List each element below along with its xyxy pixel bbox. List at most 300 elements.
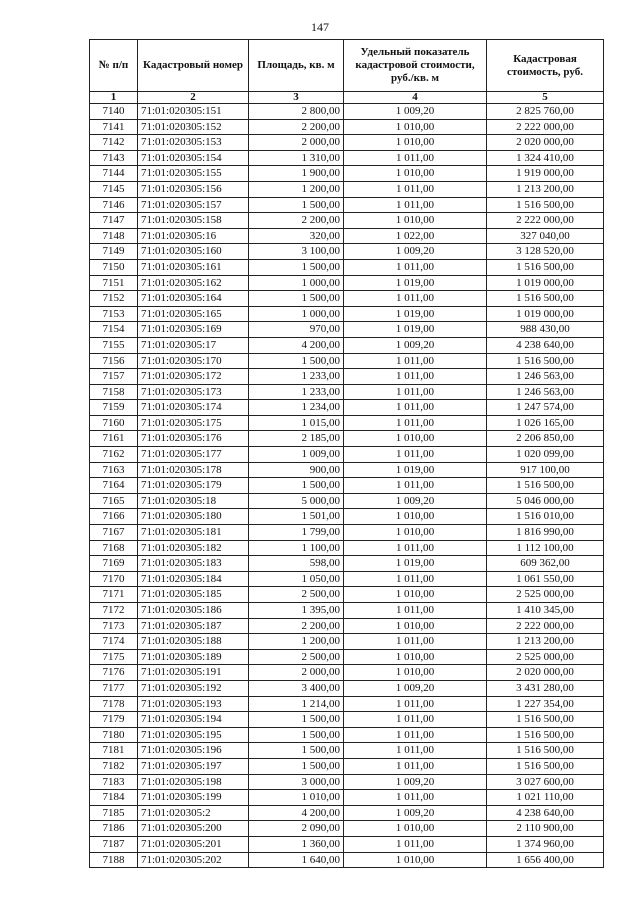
specific-value-cell: 1 011,00 bbox=[344, 634, 487, 650]
area-cell: 2 200,00 bbox=[249, 119, 344, 135]
cadastral-number-cell: 71:01:020305:162 bbox=[138, 275, 249, 291]
cadastral-number-cell: 71:01:020305:179 bbox=[138, 478, 249, 494]
row-number-cell: 7156 bbox=[90, 353, 138, 369]
table-row bbox=[90, 213, 604, 229]
area-cell: 2 000,00 bbox=[249, 135, 344, 151]
table-row bbox=[90, 556, 604, 572]
area-cell: 1 500,00 bbox=[249, 197, 344, 213]
specific-value-cell: 1 010,00 bbox=[344, 587, 487, 603]
cadastral-cost-cell: 1 516 500,00 bbox=[487, 758, 604, 774]
table-row bbox=[90, 306, 604, 322]
cadastral-number-cell: 71:01:020305:170 bbox=[138, 353, 249, 369]
row-number-cell: 7172 bbox=[90, 603, 138, 619]
table-row bbox=[90, 852, 604, 868]
specific-value-cell: 1 011,00 bbox=[344, 603, 487, 619]
cadastral-cost-cell: 1 410 345,00 bbox=[487, 603, 604, 619]
cadastral-cost-cell: 1 816 990,00 bbox=[487, 525, 604, 541]
specific-value-cell: 1 009,20 bbox=[344, 680, 487, 696]
specific-value-cell: 1 009,20 bbox=[344, 774, 487, 790]
specific-value-cell: 1 011,00 bbox=[344, 727, 487, 743]
header-specific-value: Удельный показатель кадастровой стоимости, руб./кв. м bbox=[344, 40, 487, 92]
area-cell: 1 500,00 bbox=[249, 353, 344, 369]
table-row bbox=[90, 415, 604, 431]
specific-value-cell: 1 011,00 bbox=[344, 259, 487, 275]
cadastral-cost-cell: 988 430,00 bbox=[487, 322, 604, 338]
specific-value-cell: 1 011,00 bbox=[344, 353, 487, 369]
cadastral-number-cell: 71:01:020305:177 bbox=[138, 447, 249, 463]
header-row bbox=[90, 40, 604, 92]
specific-value-cell: 1 011,00 bbox=[344, 447, 487, 463]
cadastral-cost-cell: 5 046 000,00 bbox=[487, 493, 604, 509]
cadastral-number-cell: 71:01:020305:154 bbox=[138, 150, 249, 166]
table-row bbox=[90, 119, 604, 135]
table-row bbox=[90, 836, 604, 852]
specific-value-cell: 1 010,00 bbox=[344, 135, 487, 151]
cadastral-cost-cell: 2 525 000,00 bbox=[487, 587, 604, 603]
row-number-cell: 7150 bbox=[90, 259, 138, 275]
table-row bbox=[90, 244, 604, 260]
area-cell: 1 310,00 bbox=[249, 150, 344, 166]
area-cell: 1 500,00 bbox=[249, 291, 344, 307]
specific-value-cell: 1 010,00 bbox=[344, 213, 487, 229]
specific-value-cell: 1 022,00 bbox=[344, 228, 487, 244]
header-number: № п/п bbox=[90, 40, 138, 92]
area-cell: 1 500,00 bbox=[249, 727, 344, 743]
area-cell: 1 233,00 bbox=[249, 384, 344, 400]
cadastral-cost-cell: 1 516 500,00 bbox=[487, 259, 604, 275]
cadastral-cost-cell: 1 516 500,00 bbox=[487, 743, 604, 759]
row-number-cell: 7159 bbox=[90, 400, 138, 416]
cadastral-cost-cell: 1 020 099,00 bbox=[487, 447, 604, 463]
cadastral-cost-cell: 1 516 500,00 bbox=[487, 478, 604, 494]
area-cell: 900,00 bbox=[249, 462, 344, 478]
table-row bbox=[90, 587, 604, 603]
cadastral-number-cell: 71:01:020305:16 bbox=[138, 228, 249, 244]
cadastral-number-cell: 71:01:020305:200 bbox=[138, 821, 249, 837]
specific-value-cell: 1 011,00 bbox=[344, 696, 487, 712]
area-cell: 1 010,00 bbox=[249, 790, 344, 806]
cadastral-number-cell: 71:01:020305:160 bbox=[138, 244, 249, 260]
cadastral-number-cell: 71:01:020305:165 bbox=[138, 306, 249, 322]
cadastral-number-cell: 71:01:020305:158 bbox=[138, 213, 249, 229]
cadastral-number-cell: 71:01:020305:186 bbox=[138, 603, 249, 619]
page-number: 147 bbox=[311, 20, 329, 34]
cadastral-cost-cell: 1 919 000,00 bbox=[487, 166, 604, 182]
row-number-cell: 7178 bbox=[90, 696, 138, 712]
area-cell: 2 200,00 bbox=[249, 618, 344, 634]
cadastral-number-cell: 71:01:020305:17 bbox=[138, 337, 249, 353]
row-number-cell: 7188 bbox=[90, 852, 138, 868]
cadastral-cost-cell: 1 246 563,00 bbox=[487, 369, 604, 385]
row-number-cell: 7176 bbox=[90, 665, 138, 681]
area-cell: 1 050,00 bbox=[249, 571, 344, 587]
table-row bbox=[90, 649, 604, 665]
area-cell: 2 500,00 bbox=[249, 587, 344, 603]
row-number-cell: 7151 bbox=[90, 275, 138, 291]
cadastral-number-cell: 71:01:020305:184 bbox=[138, 571, 249, 587]
area-cell: 1 200,00 bbox=[249, 634, 344, 650]
table-row bbox=[90, 478, 604, 494]
cadastral-number-cell: 71:01:020305:172 bbox=[138, 369, 249, 385]
table-row bbox=[90, 104, 604, 120]
area-cell: 1 500,00 bbox=[249, 712, 344, 728]
row-number-cell: 7141 bbox=[90, 119, 138, 135]
row-number-cell: 7168 bbox=[90, 540, 138, 556]
column-index: 5 bbox=[487, 92, 604, 104]
cadastral-number-cell: 71:01:020305:182 bbox=[138, 540, 249, 556]
table-row bbox=[90, 805, 604, 821]
row-number-cell: 7183 bbox=[90, 774, 138, 790]
cadastral-cost-cell: 1 374 960,00 bbox=[487, 836, 604, 852]
cadastral-number-cell: 71:01:020305:169 bbox=[138, 322, 249, 338]
table-row bbox=[90, 197, 604, 213]
table-row bbox=[90, 353, 604, 369]
cadastral-cost-cell: 1 026 165,00 bbox=[487, 415, 604, 431]
cadastral-cost-cell: 2 825 760,00 bbox=[487, 104, 604, 120]
cadastral-cost-cell: 1 656 400,00 bbox=[487, 852, 604, 868]
cadastral-number-cell: 71:01:020305:174 bbox=[138, 400, 249, 416]
area-cell: 1 214,00 bbox=[249, 696, 344, 712]
table-row bbox=[90, 322, 604, 338]
specific-value-cell: 1 010,00 bbox=[344, 119, 487, 135]
cadastral-number-cell: 71:01:020305:151 bbox=[138, 104, 249, 120]
row-number-cell: 7174 bbox=[90, 634, 138, 650]
row-number-cell: 7153 bbox=[90, 306, 138, 322]
cadastral-number-cell: 71:01:020305:176 bbox=[138, 431, 249, 447]
table-row bbox=[90, 774, 604, 790]
cadastral-cost-cell: 2 222 000,00 bbox=[487, 119, 604, 135]
area-cell: 5 000,00 bbox=[249, 493, 344, 509]
area-cell: 3 400,00 bbox=[249, 680, 344, 696]
row-number-cell: 7165 bbox=[90, 493, 138, 509]
header-area: Площадь, кв. м bbox=[249, 40, 344, 92]
row-number-cell: 7160 bbox=[90, 415, 138, 431]
cadastral-number-cell: 71:01:020305:187 bbox=[138, 618, 249, 634]
cadastral-cost-cell: 1 213 200,00 bbox=[487, 181, 604, 197]
table-row bbox=[90, 181, 604, 197]
row-number-cell: 7175 bbox=[90, 649, 138, 665]
cadastral-number-cell: 71:01:020305:153 bbox=[138, 135, 249, 151]
table-row bbox=[90, 712, 604, 728]
cadastral-number-cell: 71:01:020305:161 bbox=[138, 259, 249, 275]
cadastral-number-cell: 71:01:020305:193 bbox=[138, 696, 249, 712]
cadastral-cost-cell: 1 516 010,00 bbox=[487, 509, 604, 525]
area-cell: 1 500,00 bbox=[249, 478, 344, 494]
cadastral-cost-cell: 1 516 500,00 bbox=[487, 197, 604, 213]
row-number-cell: 7161 bbox=[90, 431, 138, 447]
specific-value-cell: 1 019,00 bbox=[344, 275, 487, 291]
cadastral-number-cell: 71:01:020305:173 bbox=[138, 384, 249, 400]
table-row bbox=[90, 758, 604, 774]
specific-value-cell: 1 009,20 bbox=[344, 805, 487, 821]
table-row bbox=[90, 431, 604, 447]
specific-value-cell: 1 010,00 bbox=[344, 665, 487, 681]
area-cell: 1 009,00 bbox=[249, 447, 344, 463]
cadastral-cost-cell: 1 227 354,00 bbox=[487, 696, 604, 712]
table-row bbox=[90, 259, 604, 275]
row-number-cell: 7177 bbox=[90, 680, 138, 696]
cadastral-cost-cell: 4 238 640,00 bbox=[487, 337, 604, 353]
specific-value-cell: 1 011,00 bbox=[344, 384, 487, 400]
area-cell: 320,00 bbox=[249, 228, 344, 244]
row-number-cell: 7186 bbox=[90, 821, 138, 837]
table-row bbox=[90, 400, 604, 416]
row-number-cell: 7179 bbox=[90, 712, 138, 728]
cadastral-cost-cell: 2 020 000,00 bbox=[487, 665, 604, 681]
table-row bbox=[90, 680, 604, 696]
table-row bbox=[90, 135, 604, 151]
cadastre-table bbox=[89, 39, 604, 868]
specific-value-cell: 1 010,00 bbox=[344, 525, 487, 541]
table-row bbox=[90, 821, 604, 837]
table-row bbox=[90, 665, 604, 681]
table-body bbox=[90, 104, 604, 868]
column-index: 2 bbox=[138, 92, 249, 104]
cadastral-cost-cell: 3 128 520,00 bbox=[487, 244, 604, 260]
area-cell: 2 090,00 bbox=[249, 821, 344, 837]
cadastral-number-cell: 71:01:020305:192 bbox=[138, 680, 249, 696]
cadastral-cost-cell: 1 112 100,00 bbox=[487, 540, 604, 556]
cadastral-number-cell: 71:01:020305:164 bbox=[138, 291, 249, 307]
specific-value-cell: 1 011,00 bbox=[344, 197, 487, 213]
row-number-cell: 7180 bbox=[90, 727, 138, 743]
row-number-cell: 7164 bbox=[90, 478, 138, 494]
cadastral-cost-cell: 2 222 000,00 bbox=[487, 618, 604, 634]
area-cell: 1 000,00 bbox=[249, 275, 344, 291]
specific-value-cell: 1 011,00 bbox=[344, 478, 487, 494]
row-number-cell: 7145 bbox=[90, 181, 138, 197]
cadastral-cost-cell: 4 238 640,00 bbox=[487, 805, 604, 821]
table-row bbox=[90, 634, 604, 650]
row-number-cell: 7166 bbox=[90, 509, 138, 525]
row-number-cell: 7142 bbox=[90, 135, 138, 151]
cadastral-cost-cell: 1 247 574,00 bbox=[487, 400, 604, 416]
cadastral-number-cell: 71:01:020305:175 bbox=[138, 415, 249, 431]
table-row bbox=[90, 447, 604, 463]
specific-value-cell: 1 011,00 bbox=[344, 415, 487, 431]
area-cell: 3 000,00 bbox=[249, 774, 344, 790]
area-cell: 1 500,00 bbox=[249, 259, 344, 275]
cadastral-cost-cell: 1 246 563,00 bbox=[487, 384, 604, 400]
row-number-cell: 7173 bbox=[90, 618, 138, 634]
specific-value-cell: 1 011,00 bbox=[344, 758, 487, 774]
cadastral-number-cell: 71:01:020305:156 bbox=[138, 181, 249, 197]
table-row bbox=[90, 509, 604, 525]
row-number-cell: 7182 bbox=[90, 758, 138, 774]
cadastral-cost-cell: 327 040,00 bbox=[487, 228, 604, 244]
cadastral-number-cell: 71:01:020305:155 bbox=[138, 166, 249, 182]
table-row bbox=[90, 384, 604, 400]
cadastral-cost-cell: 1 019 000,00 bbox=[487, 275, 604, 291]
area-cell: 2 185,00 bbox=[249, 431, 344, 447]
area-cell: 1 500,00 bbox=[249, 758, 344, 774]
column-index: 3 bbox=[249, 92, 344, 104]
row-number-cell: 7187 bbox=[90, 836, 138, 852]
cadastral-number-cell: 71:01:020305:181 bbox=[138, 525, 249, 541]
row-number-cell: 7149 bbox=[90, 244, 138, 260]
table-row bbox=[90, 291, 604, 307]
specific-value-cell: 1 009,20 bbox=[344, 337, 487, 353]
area-cell: 2 500,00 bbox=[249, 649, 344, 665]
cadastral-number-cell: 71:01:020305:199 bbox=[138, 790, 249, 806]
specific-value-cell: 1 011,00 bbox=[344, 743, 487, 759]
specific-value-cell: 1 011,00 bbox=[344, 150, 487, 166]
cadastral-number-cell: 71:01:020305:18 bbox=[138, 493, 249, 509]
header-cadastral-number: Кадастровый номер bbox=[138, 40, 249, 92]
row-number-cell: 7185 bbox=[90, 805, 138, 821]
area-cell: 1 395,00 bbox=[249, 603, 344, 619]
table-head bbox=[90, 40, 604, 104]
area-cell: 1 200,00 bbox=[249, 181, 344, 197]
cadastral-number-cell: 71:01:020305:198 bbox=[138, 774, 249, 790]
specific-value-cell: 1 009,20 bbox=[344, 244, 487, 260]
table-row bbox=[90, 493, 604, 509]
header-cadastral-cost: Кадастровая стоимость, руб. bbox=[487, 40, 604, 92]
cadastral-cost-cell: 1 516 500,00 bbox=[487, 727, 604, 743]
cadastral-number-cell: 71:01:020305:189 bbox=[138, 649, 249, 665]
cadastral-number-cell: 71:01:020305:195 bbox=[138, 727, 249, 743]
table-row bbox=[90, 228, 604, 244]
row-number-cell: 7184 bbox=[90, 790, 138, 806]
column-index: 1 bbox=[90, 92, 138, 104]
specific-value-cell: 1 019,00 bbox=[344, 556, 487, 572]
cadastral-cost-cell: 1 516 500,00 bbox=[487, 353, 604, 369]
cadastral-cost-cell: 1 516 500,00 bbox=[487, 291, 604, 307]
cadastral-cost-cell: 3 027 600,00 bbox=[487, 774, 604, 790]
cadastral-number-cell: 71:01:020305:196 bbox=[138, 743, 249, 759]
cadastral-number-cell: 71:01:020305:2 bbox=[138, 805, 249, 821]
area-cell: 4 200,00 bbox=[249, 337, 344, 353]
cadastral-number-cell: 71:01:020305:180 bbox=[138, 509, 249, 525]
area-cell: 1 015,00 bbox=[249, 415, 344, 431]
cadastral-cost-cell: 917 100,00 bbox=[487, 462, 604, 478]
cadastral-cost-cell: 1 019 000,00 bbox=[487, 306, 604, 322]
table-row bbox=[90, 727, 604, 743]
cadastral-number-cell: 71:01:020305:191 bbox=[138, 665, 249, 681]
cadastral-number-cell: 71:01:020305:201 bbox=[138, 836, 249, 852]
cadastral-cost-cell: 3 431 280,00 bbox=[487, 680, 604, 696]
row-number-cell: 7162 bbox=[90, 447, 138, 463]
table-row bbox=[90, 150, 604, 166]
cadastral-cost-cell: 609 362,00 bbox=[487, 556, 604, 572]
cadastral-number-cell: 71:01:020305:188 bbox=[138, 634, 249, 650]
row-number-cell: 7152 bbox=[90, 291, 138, 307]
specific-value-cell: 1 010,00 bbox=[344, 649, 487, 665]
cadastral-cost-cell: 1 516 500,00 bbox=[487, 712, 604, 728]
cadastral-cost-cell: 2 020 000,00 bbox=[487, 135, 604, 151]
area-cell: 2 800,00 bbox=[249, 104, 344, 120]
area-cell: 1 501,00 bbox=[249, 509, 344, 525]
row-number-cell: 7167 bbox=[90, 525, 138, 541]
row-number-cell: 7157 bbox=[90, 369, 138, 385]
cadastral-cost-cell: 1 324 410,00 bbox=[487, 150, 604, 166]
specific-value-cell: 1 011,00 bbox=[344, 181, 487, 197]
area-cell: 3 100,00 bbox=[249, 244, 344, 260]
cadastral-cost-cell: 1 213 200,00 bbox=[487, 634, 604, 650]
area-cell: 1 900,00 bbox=[249, 166, 344, 182]
table-row bbox=[90, 790, 604, 806]
row-number-cell: 7171 bbox=[90, 587, 138, 603]
specific-value-cell: 1 010,00 bbox=[344, 509, 487, 525]
specific-value-cell: 1 010,00 bbox=[344, 431, 487, 447]
column-index: 4 bbox=[344, 92, 487, 104]
area-cell: 1 640,00 bbox=[249, 852, 344, 868]
row-number-cell: 7147 bbox=[90, 213, 138, 229]
row-number-cell: 7146 bbox=[90, 197, 138, 213]
table-row bbox=[90, 275, 604, 291]
area-cell: 2 200,00 bbox=[249, 213, 344, 229]
cadastral-cost-cell: 1 021 110,00 bbox=[487, 790, 604, 806]
specific-value-cell: 1 019,00 bbox=[344, 462, 487, 478]
area-cell: 598,00 bbox=[249, 556, 344, 572]
specific-value-cell: 1 011,00 bbox=[344, 291, 487, 307]
specific-value-cell: 1 009,20 bbox=[344, 493, 487, 509]
row-number-cell: 7158 bbox=[90, 384, 138, 400]
table-row bbox=[90, 525, 604, 541]
cadastral-cost-cell: 2 206 850,00 bbox=[487, 431, 604, 447]
table-row bbox=[90, 743, 604, 759]
cadastral-number-cell: 71:01:020305:202 bbox=[138, 852, 249, 868]
specific-value-cell: 1 019,00 bbox=[344, 306, 487, 322]
area-cell: 2 000,00 bbox=[249, 665, 344, 681]
specific-value-cell: 1 019,00 bbox=[344, 322, 487, 338]
area-cell: 1 233,00 bbox=[249, 369, 344, 385]
table-row bbox=[90, 618, 604, 634]
specific-value-cell: 1 011,00 bbox=[344, 400, 487, 416]
cadastral-cost-cell: 2 110 900,00 bbox=[487, 821, 604, 837]
row-number-cell: 7148 bbox=[90, 228, 138, 244]
specific-value-cell: 1 010,00 bbox=[344, 852, 487, 868]
table-row bbox=[90, 462, 604, 478]
specific-value-cell: 1 011,00 bbox=[344, 571, 487, 587]
table-row bbox=[90, 337, 604, 353]
table-row bbox=[90, 603, 604, 619]
row-number-cell: 7163 bbox=[90, 462, 138, 478]
area-cell: 1 234,00 bbox=[249, 400, 344, 416]
cadastral-number-cell: 71:01:020305:152 bbox=[138, 119, 249, 135]
column-index-row bbox=[90, 92, 604, 104]
cadastral-number-cell: 71:01:020305:178 bbox=[138, 462, 249, 478]
table-row bbox=[90, 696, 604, 712]
specific-value-cell: 1 010,00 bbox=[344, 166, 487, 182]
row-number-cell: 7154 bbox=[90, 322, 138, 338]
specific-value-cell: 1 011,00 bbox=[344, 540, 487, 556]
specific-value-cell: 1 011,00 bbox=[344, 790, 487, 806]
area-cell: 1 360,00 bbox=[249, 836, 344, 852]
area-cell: 1 799,00 bbox=[249, 525, 344, 541]
specific-value-cell: 1 010,00 bbox=[344, 618, 487, 634]
specific-value-cell: 1 009,20 bbox=[344, 104, 487, 120]
row-number-cell: 7144 bbox=[90, 166, 138, 182]
area-cell: 970,00 bbox=[249, 322, 344, 338]
table-row bbox=[90, 166, 604, 182]
specific-value-cell: 1 010,00 bbox=[344, 821, 487, 837]
specific-value-cell: 1 011,00 bbox=[344, 836, 487, 852]
row-number-cell: 7140 bbox=[90, 104, 138, 120]
cadastral-cost-cell: 2 222 000,00 bbox=[487, 213, 604, 229]
cadastral-number-cell: 71:01:020305:185 bbox=[138, 587, 249, 603]
area-cell: 1 500,00 bbox=[249, 743, 344, 759]
cadastral-number-cell: 71:01:020305:183 bbox=[138, 556, 249, 572]
specific-value-cell: 1 011,00 bbox=[344, 712, 487, 728]
row-number-cell: 7143 bbox=[90, 150, 138, 166]
cadastral-number-cell: 71:01:020305:194 bbox=[138, 712, 249, 728]
area-cell: 4 200,00 bbox=[249, 805, 344, 821]
row-number-cell: 7155 bbox=[90, 337, 138, 353]
cadastral-cost-cell: 1 061 550,00 bbox=[487, 571, 604, 587]
row-number-cell: 7170 bbox=[90, 571, 138, 587]
area-cell: 1 000,00 bbox=[249, 306, 344, 322]
